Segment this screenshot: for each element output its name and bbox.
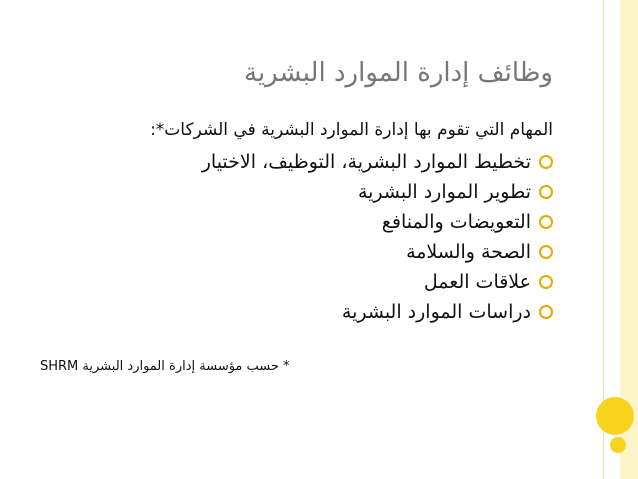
decorative-circle-small [610, 437, 626, 453]
bullet-label: تخطيط الموارد البشرية، التوظيف، الاختيار [201, 151, 531, 173]
list-item [202, 297, 553, 327]
bullet-label: التعويضات والمنافع [381, 211, 531, 233]
hollow-circle-bullet-icon [539, 215, 553, 229]
decorative-circle-large [596, 397, 634, 435]
bullet-label: دراسات الموارد البشرية [341, 301, 531, 323]
intro-text: المهام التي تقوم بها إدارة الموارد البشرية في الشركات*: [150, 120, 553, 140]
bullet-label: تطوير الموارد البشرية [357, 181, 531, 203]
list-item [202, 207, 553, 237]
hollow-circle-bullet-icon [539, 245, 553, 259]
list-item [202, 147, 553, 177]
hollow-circle-bullet-icon [539, 305, 553, 319]
list-item [202, 237, 553, 267]
bullet-list [202, 147, 553, 327]
hollow-circle-bullet-icon [539, 275, 553, 289]
hollow-circle-bullet-icon [539, 185, 553, 199]
bullet-label: علاقات العمل [423, 271, 531, 293]
footnote: * حسب مؤسسة إدارة الموارد البشرية SHRM [40, 359, 290, 374]
hollow-circle-bullet-icon [539, 155, 553, 169]
bullet-label: الصحة والسلامة [406, 241, 531, 263]
slide-title: وظائف إدارة الموارد البشرية [244, 58, 553, 88]
list-item [202, 177, 553, 207]
list-item [202, 267, 553, 297]
